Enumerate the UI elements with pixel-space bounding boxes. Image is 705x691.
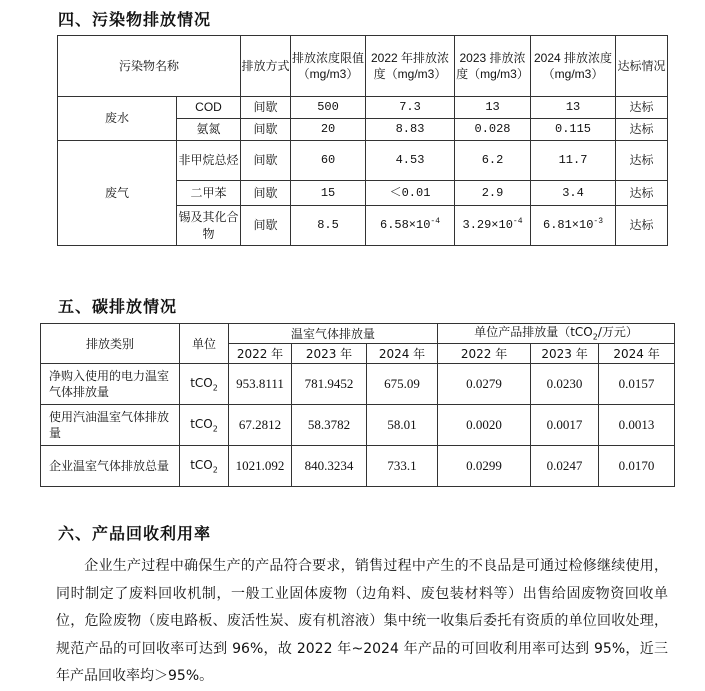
per-unit-cell: 0.0020 — [438, 405, 531, 446]
limit-cell: 20 — [291, 119, 366, 141]
header-year: 2023 年 — [292, 344, 367, 364]
limit-cell: 500 — [291, 97, 366, 119]
header-per-unit-sub: 2 — [592, 332, 598, 342]
header-2023: 2023 排放浓度（mg/m3） — [455, 36, 531, 97]
value-2022-cell: ＜0.01 — [366, 181, 455, 206]
header-year: 2024 年 — [367, 344, 438, 364]
carbon-emission-table — [40, 323, 675, 487]
limit-cell: 15 — [291, 181, 366, 206]
value-base: 6.81×10 — [543, 218, 594, 233]
value-2022-cell: 7.3 — [366, 97, 455, 119]
header-per-unit-suffix: /万元） — [597, 325, 638, 339]
ghg-cell: 67.2812 — [229, 405, 292, 446]
pollutant-cell: 非甲烷总烃 — [177, 141, 241, 181]
ghg-cell: 58.01 — [367, 405, 438, 446]
header-status: 达标情况 — [616, 36, 668, 97]
header-pollutant-name: 污染物名称 — [58, 36, 241, 97]
per-unit-cell: 0.0017 — [531, 405, 599, 446]
table-row — [41, 446, 675, 487]
unit-sub: 2 — [212, 464, 218, 474]
header-ghg: 温室气体排放量 — [229, 324, 438, 344]
per-unit-cell: 0.0279 — [438, 364, 531, 405]
limit-cell: 60 — [291, 141, 366, 181]
per-unit-cell: 0.0299 — [438, 446, 531, 487]
pollutant-cell: 锡及其化合物 — [177, 206, 241, 246]
per-unit-cell: 0.0247 — [531, 446, 599, 487]
status-cell: 达标 — [616, 141, 668, 181]
value-2024-cell: 13 — [531, 97, 616, 119]
table-row — [41, 364, 675, 405]
header-2022: 2022 年排放浓度（mg/m3） — [366, 36, 455, 97]
header-year: 2023 年 — [531, 344, 599, 364]
unit-sub: 2 — [212, 423, 218, 433]
status-cell: 达标 — [616, 97, 668, 119]
pollutant-table — [57, 35, 668, 246]
table-row — [58, 97, 668, 119]
unit-sub: 2 — [212, 382, 218, 392]
category-cell: 企业温室气体排放总量 — [41, 446, 180, 487]
header-year: 2024 年 — [599, 344, 675, 364]
value-exponent: -3 — [593, 217, 604, 227]
pollutant-cell: 二甲苯 — [177, 181, 241, 206]
method-cell: 间歇 — [241, 206, 291, 246]
section5-title: 五、碳排放情况 — [58, 297, 178, 316]
ghg-cell: 953.8111 — [229, 364, 292, 405]
table-row — [58, 141, 668, 181]
ghg-cell: 781.9452 — [292, 364, 367, 405]
table-row — [41, 405, 675, 446]
ghg-cell: 1021.092 — [229, 446, 292, 487]
header-2024: 2024 排放浓度（mg/m3） — [531, 36, 616, 97]
unit-cell — [180, 405, 229, 446]
ghg-cell: 58.3782 — [292, 405, 367, 446]
value-2022-cell: 8.83 — [366, 119, 455, 141]
method-cell: 间歇 — [241, 181, 291, 206]
pollutant-cell: 氨氮 — [177, 119, 241, 141]
unit-base: tCO — [190, 375, 213, 390]
unit-base: tCO — [190, 416, 213, 431]
ghg-cell: 733.1 — [367, 446, 438, 487]
method-cell: 间歇 — [241, 119, 291, 141]
per-unit-cell: 0.0230 — [531, 364, 599, 405]
limit-cell: 8.5 — [291, 206, 366, 246]
header-method: 排放方式 — [241, 36, 291, 97]
value-2024-cell: 0.115 — [531, 119, 616, 141]
value-base: 6.58×10 — [380, 218, 431, 233]
per-unit-cell: 0.0170 — [599, 446, 675, 487]
value-2023-cell: 2.9 — [455, 181, 531, 206]
value-2023-cell — [455, 206, 531, 246]
value-2022-cell — [366, 206, 455, 246]
value-2022-cell: 4.53 — [366, 141, 455, 181]
header-limit: 排放浓度限值（mg/m3） — [291, 36, 366, 97]
category-cell: 使用汽油温室气体排放量 — [41, 405, 180, 446]
section6-title: 六、产品回收利用率 — [58, 524, 212, 543]
unit-base: tCO — [190, 457, 213, 472]
value-2023-cell: 13 — [455, 97, 531, 119]
header-category: 排放类别 — [41, 324, 180, 364]
unit-cell — [180, 364, 229, 405]
category-cell: 净购入使用的电力温室气体排放量 — [41, 364, 180, 405]
ghg-cell: 675.09 — [367, 364, 438, 405]
value-exponent: -4 — [430, 217, 441, 227]
ghg-cell: 840.3234 — [292, 446, 367, 487]
method-cell: 间歇 — [241, 97, 291, 119]
section4-title: 四、污染物排放情况 — [58, 10, 212, 29]
recycling-paragraph-text: 企业生产过程中确保生产的产品符合要求，销售过程中产生的不良品是可通过检修继续使用，同时制定了废料回收机制，一般工业固体废物（边角料、废包装材料等）出售给固废物资回收单位，危险废物（废电路板、废活性炭、废有机溶液）集中统一收集后委托有资质的单位回收处理，规范产品的可回收率可达到 96%，故 2022 年~2024 年产品的可回收利用率可达到 95%，近三年产品回收率均＞95%。 — [56, 558, 668, 684]
header-per-unit-prefix: 单位产品排放量（tCO — [474, 325, 593, 339]
recycling-paragraph — [56, 553, 668, 691]
header-per-unit — [438, 324, 675, 344]
value-2023-cell: 0.028 — [455, 119, 531, 141]
status-cell: 达标 — [616, 119, 668, 141]
value-base: 3.29×10 — [462, 218, 513, 233]
header-unit: 单位 — [180, 324, 229, 364]
unit-cell — [180, 446, 229, 487]
status-cell: 达标 — [616, 181, 668, 206]
value-exponent: -4 — [512, 217, 523, 227]
value-2023-cell: 6.2 — [455, 141, 531, 181]
pollutant-cell: COD — [177, 97, 241, 119]
value-2024-cell: 3.4 — [531, 181, 616, 206]
status-cell: 达标 — [616, 206, 668, 246]
header-year: 2022 年 — [438, 344, 531, 364]
per-unit-cell: 0.0013 — [599, 405, 675, 446]
method-cell: 间歇 — [241, 141, 291, 181]
per-unit-cell: 0.0157 — [599, 364, 675, 405]
category-cell: 废气 — [58, 141, 177, 246]
value-2024-cell: 11.7 — [531, 141, 616, 181]
header-year: 2022 年 — [229, 344, 292, 364]
value-2024-cell — [531, 206, 616, 246]
category-cell: 废水 — [58, 97, 177, 141]
